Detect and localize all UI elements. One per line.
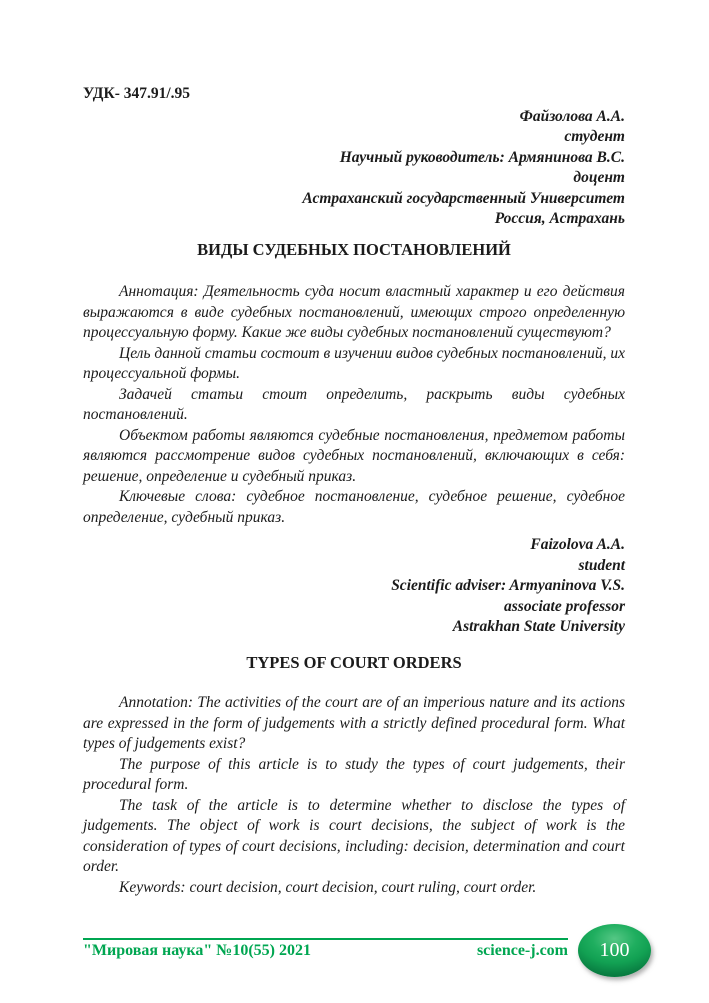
abstract-en-paragraph-1: Annotation: The activities of the court are of an imperious nature and its actions are expressed in the form of judgements with a strictly defined procedural form. What types of judgements exist? [83, 694, 625, 752]
abstract-en-paragraph-2: The purpose of this article is to study the types of court judgements, their procedural form. [83, 755, 625, 793]
footer-row [83, 941, 568, 960]
adviser-ru-role: доцент [573, 169, 625, 186]
footer-journal-title: "Мировая наука" №10(55) 2021 [83, 942, 311, 959]
page-footer [83, 938, 568, 960]
keywords-en-paragraph: Keywords: court decision, court decision, court ruling, court order. [119, 878, 537, 896]
abstract-ru-paragraph-3: Задачей статьи стоит определить, раскрыть виды судебных постановлений. [83, 385, 625, 423]
author-ru-name: Файзолова А.А. [519, 107, 625, 125]
author-en-name: Faizolova A.A. [530, 536, 625, 553]
affiliation-en: Astrakhan State University [452, 618, 625, 635]
adviser-en-role: associate professor [504, 597, 625, 615]
author-ru-role: студент [564, 128, 625, 145]
page-number: 100 [599, 939, 630, 961]
abstract-ru-paragraph-4: Объектом работы являются судебные постановления, предметом работы являются рассмотрение видов судебных постановлений, включающих в себя: решение, определение и судебный приказ. [83, 426, 625, 485]
authors-ru-block [83, 107, 625, 230]
paper-title-en: TYPES OF COURT ORDERS [246, 652, 462, 672]
footer-divider [83, 938, 568, 940]
adviser-en-line: Scientific adviser: Armyaninova V.S. [391, 577, 625, 594]
footer-site: science-j.com [476, 942, 568, 959]
keywords-ru-paragraph: Ключевые слова: судебное постановление, судебное решение, судебное определение, судебный приказ. [83, 488, 625, 526]
adviser-ru-line: Научный руководитель: Армянинова В.С. [339, 148, 625, 166]
page-number-badge [578, 924, 651, 977]
article-content [83, 84, 625, 898]
abstract-ru-paragraph-1: Аннотация: Деятельность суда носит властный характер и его действия выражаются в виде судебных постановлений, имеющих строго определенную процессуальную форму. Какие же виды судебных постановлений существуют? [83, 283, 625, 341]
paper-title-ru: ВИДЫ СУДЕБНЫХ ПОСТАНОВЛЕНИЙ [197, 239, 511, 259]
location-ru: Россия, Астрахань [494, 210, 625, 227]
abstract-en-paragraph-3: The task of the article is to determine whether to disclose the types of judgements. The object of work is court decisions, the subject of work is the consideration of types of court decisions, including: decision, determination and court order. [83, 796, 625, 875]
udc-code: УДК- 347.91/.95 [83, 85, 191, 102]
authors-en-block [83, 535, 625, 638]
abstract-ru-paragraph-2: Цель данной статьи состоит в изучении видов судебных постановлений, их процессуальной формы. [83, 344, 625, 382]
affiliation-ru: Астраханский государственный Университет [302, 189, 625, 207]
author-en-role: student [578, 556, 625, 574]
